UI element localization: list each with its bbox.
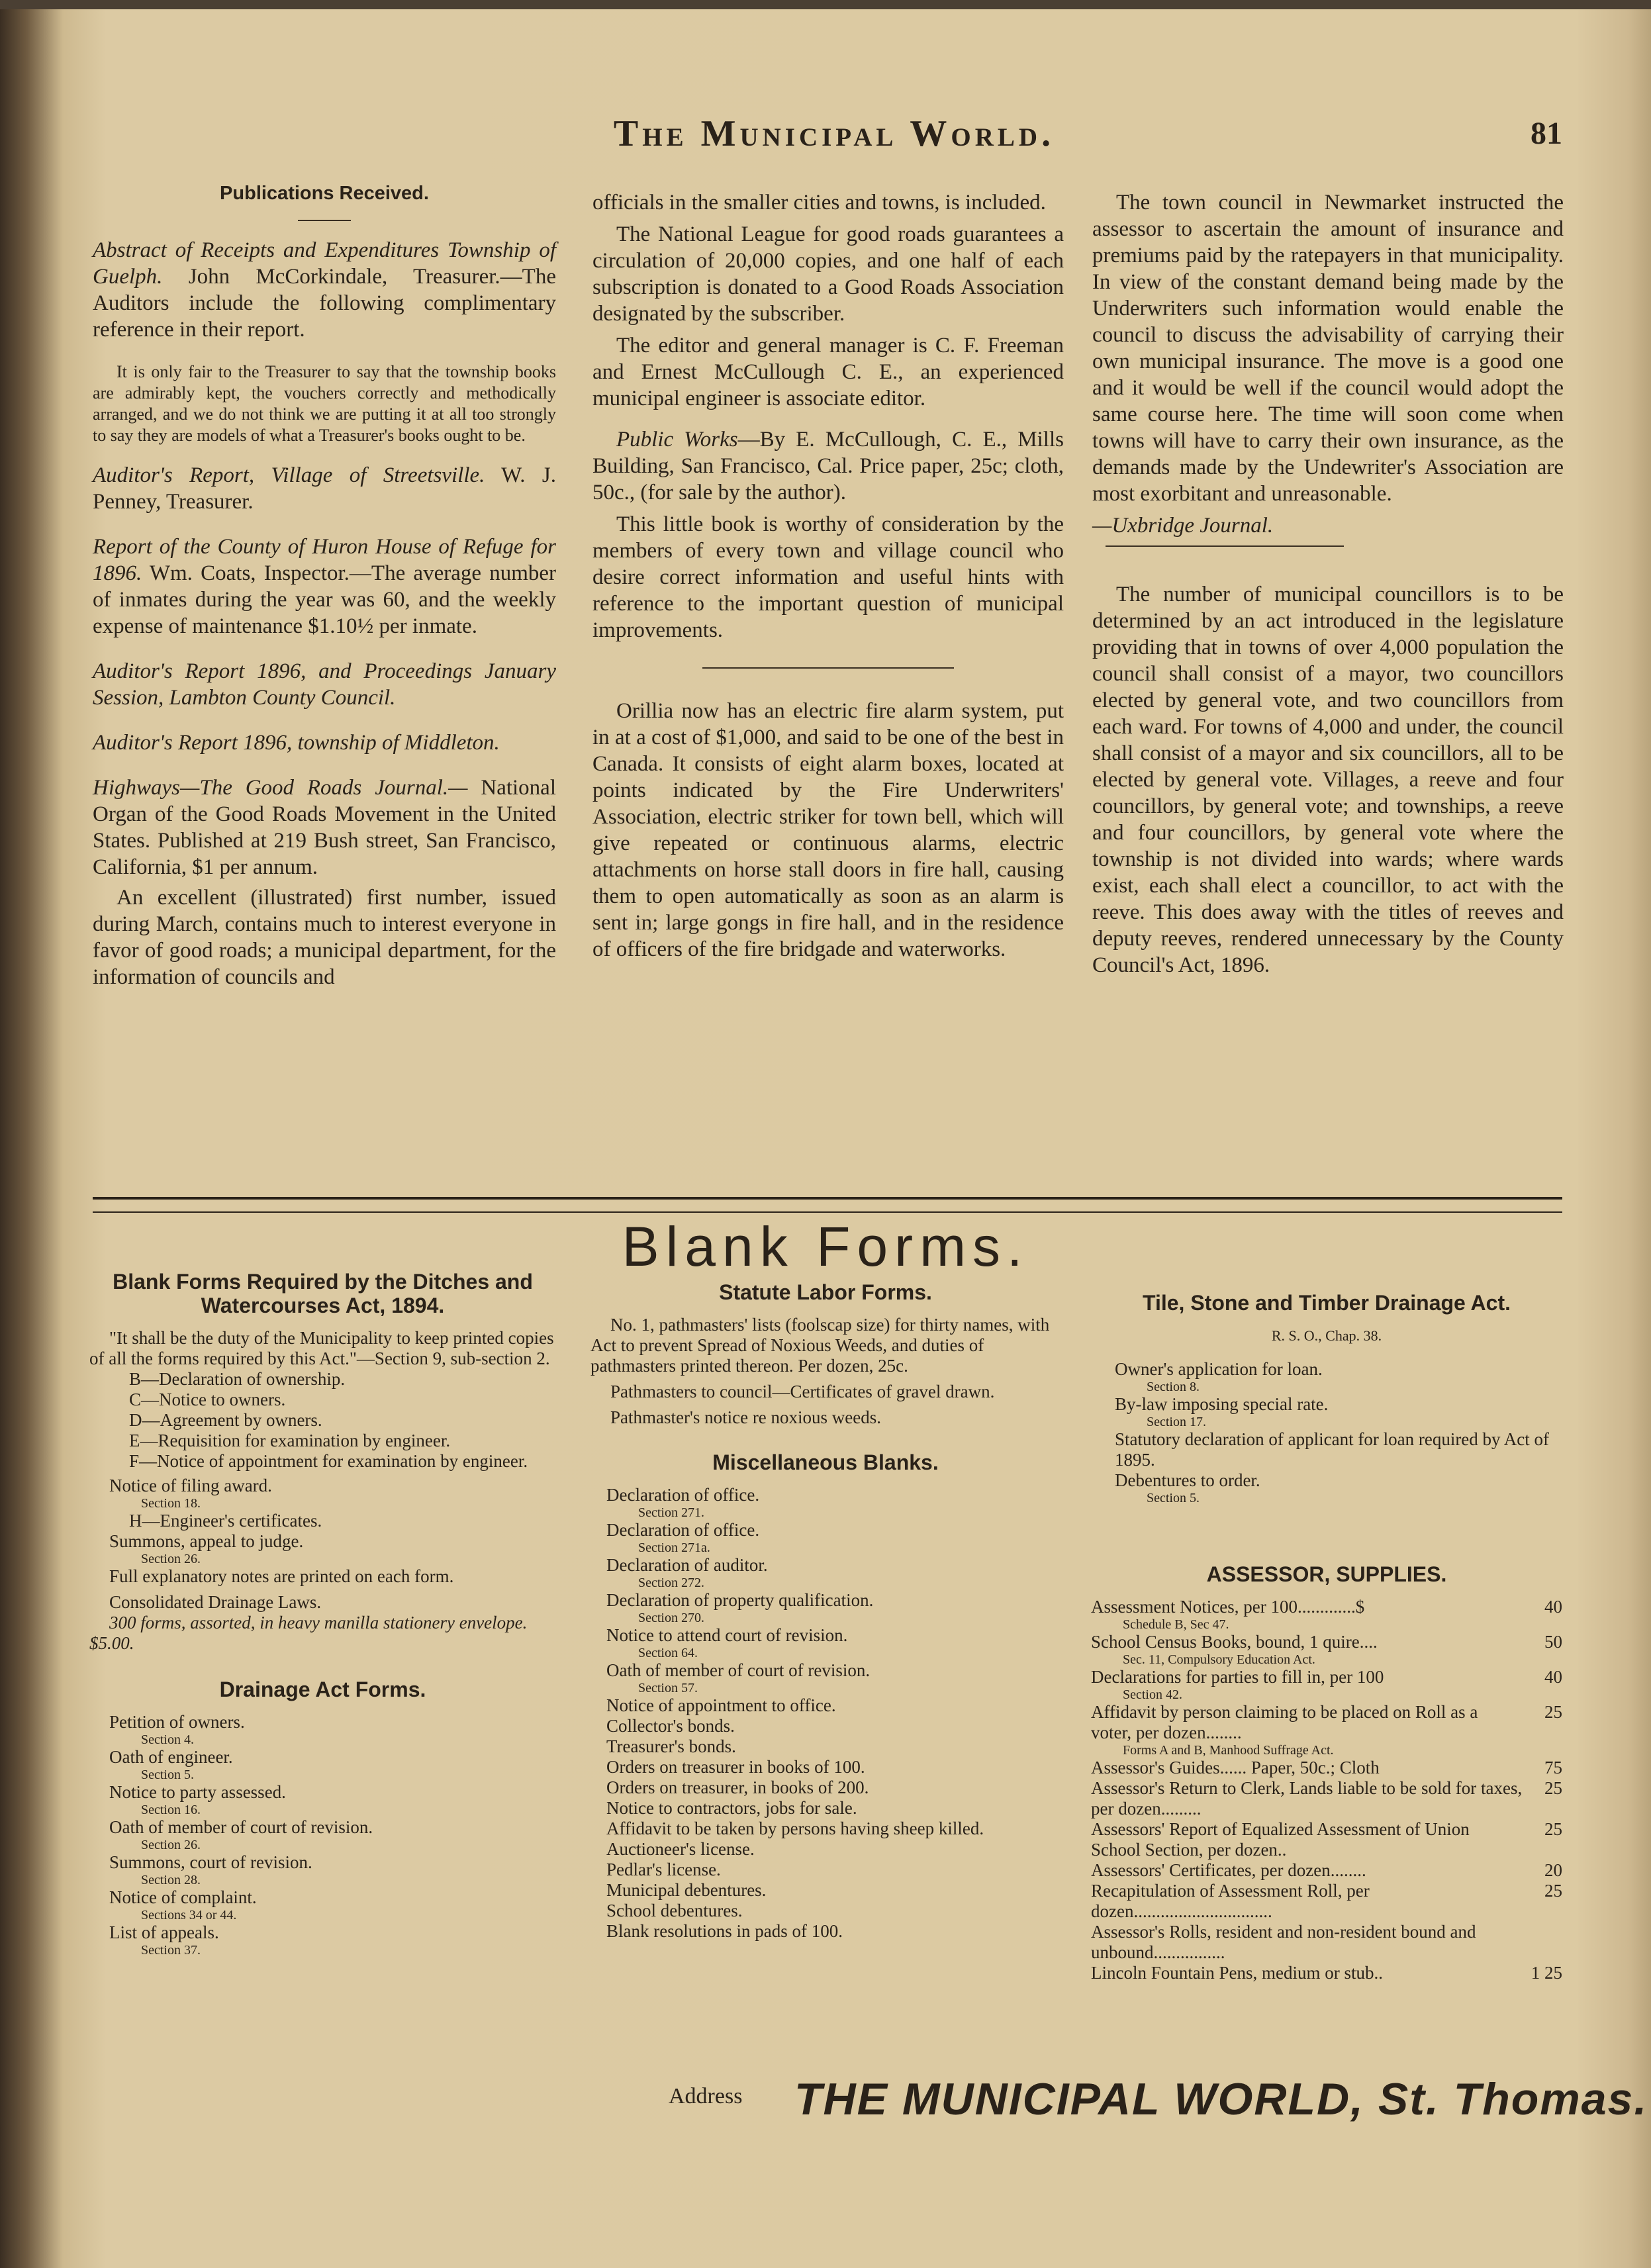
- entry-highways: Highways—The Good Roads Journal.— National Organ of the Good Roads Movement in the United States. Published at 219 Bush street, San Francisco, California, $1 per annum.: [93, 776, 556, 879]
- assessor-heading: ASSESSOR, SUPPLIES.: [1206, 1562, 1447, 1586]
- misc-blank: Notice to attend court of revision. Section 64.: [606, 1625, 848, 1660]
- assessor-item: Assessors' Certificates, per dozen........ 20: [1091, 1860, 1562, 1880]
- divider: [702, 667, 954, 669]
- misc-blank: Blank resolutions in pads of 100.: [606, 1921, 843, 1941]
- assessor-item: Assessors' Report of Equalized Assessment of Union School Section, per dozen.. 25: [1091, 1819, 1562, 1860]
- column-1: [93, 180, 556, 996]
- ditches-heading: Blank Forms Required by the Ditches and Watercourses Act, 1894.: [113, 1270, 533, 1317]
- ditches-form: E—Requisition for examination by engineer.: [129, 1431, 451, 1450]
- ditches-form: D—Agreement by owners.: [129, 1410, 322, 1430]
- assessor-item: Assessment Notices, per 100.............$ Schedule B, Sec 47. 40: [1091, 1597, 1562, 1632]
- tile-heading: Tile, Stone and Timber Drainage Act.: [1143, 1291, 1511, 1315]
- misc-blank: Notice of appointment to office.: [606, 1695, 836, 1715]
- misc-blank: Declaration of office. Section 271a.: [606, 1520, 760, 1555]
- ditches-form: B—Declaration of ownership.: [129, 1369, 346, 1389]
- statute-heading: Statute Labor Forms.: [719, 1280, 932, 1304]
- misc-blank: Oath of member of court of revision. Section 57.: [606, 1660, 871, 1695]
- statute-p1: No. 1, pathmasters' lists (foolscap size) for thirty names, with Act to prevent Spread of Noxious Weeds, and duties of pathmasters printed thereon. Per dozen, 25c.: [590, 1315, 1050, 1376]
- running-title: The Municipal World.: [613, 113, 1055, 154]
- publisher-address: [669, 2073, 1648, 2133]
- highways-more: An excellent (illustrated) first number, issued during March, contains much to interest everyone in favor of good roads; a municipal department, for the information of councils and: [93, 886, 556, 989]
- divider: [298, 220, 351, 221]
- tile-sub: R. S. O., Chap. 38.: [1271, 1327, 1382, 1344]
- book-edge: [0, 0, 1651, 9]
- column-2: [592, 189, 1064, 968]
- misc-blank: Auctioneer's license.: [606, 1839, 755, 1859]
- blank-forms-title: Blank Forms.: [622, 1215, 1029, 1278]
- section-rule: [93, 1197, 1562, 1213]
- signature: —Uxbridge Journal.: [1092, 514, 1274, 538]
- summons-appeal: Summons, appeal to judge. Section 26.: [109, 1531, 304, 1566]
- forms-column-3: [1091, 1291, 1562, 1983]
- ditches-form: F—Notice of appointment for examination by engineer.: [129, 1451, 528, 1471]
- col3-p1: The town council in Newmarket instructed the assessor to ascertain the amount of insurance and premiums paid by the ratepayers in that municipality. In view of the constant demand being made by the Underwriters such information would enable the council to discuss the advisability of carrying their own municipal insurance. The move is a good one and it would be well if the council would adopt the same course here. The time will soon come when towns will have to carry their own insurance, as the demands made by the Undewriter's Association are most exorbitant and unreasonable.: [1092, 191, 1564, 506]
- misc-blank: Declaration of property qualification. Section 270.: [606, 1590, 874, 1625]
- misc-blank: Notice to contractors, jobs for sale.: [606, 1798, 857, 1818]
- notes-line: Full explanatory notes are printed on each form.: [109, 1566, 454, 1586]
- misc-blank: Orders on treasurer in books of 100.: [606, 1757, 865, 1777]
- tile-form: Owner's application for loan. Section 8.: [1115, 1359, 1323, 1394]
- misc-blank: Collector's bonds.: [606, 1716, 735, 1736]
- assessor-item: Affidavit by person claiming to be placed on Roll as a voter, per dozen........ Forms A and B, Manhood Suffrage Act. 25: [1091, 1702, 1562, 1758]
- tile-form: By-law imposing special rate. Section 17.: [1115, 1394, 1329, 1429]
- ditches-quote: "It shall be the duty of the Municipality to keep printed copies of all the forms required by this Act."—Section 9, sub-section 2.: [89, 1328, 554, 1368]
- statute-p2: Pathmasters to council—Certificates of gravel drawn.: [610, 1382, 995, 1401]
- column-3: [1092, 189, 1564, 984]
- drainage-heading: Drainage Act Forms.: [219, 1677, 426, 1701]
- forms-column-1: [89, 1270, 556, 1958]
- entry-streetsville: Auditor's Report, Village of Streetsville. W. J. Penney, Treasurer.: [93, 463, 556, 514]
- drainage-form: Oath of member of court of revision. Section 26.: [109, 1817, 373, 1852]
- ditches-form: C—Notice to owners.: [129, 1390, 286, 1409]
- assessor-item: Assessor's Return to Clerk, Lands liable to be sold for taxes, per dozen......... 25: [1091, 1778, 1562, 1819]
- entry-lambton: Auditor's Report 1896, and Proceedings January Session, Lambton County Council.: [93, 659, 556, 710]
- misc-blank: Treasurer's bonds.: [606, 1736, 736, 1756]
- publications-heading: Publications Received.: [220, 183, 429, 204]
- entry-middleton: Auditor's Report 1896, township of Middleton.: [93, 731, 500, 755]
- assessor-item: Assessor's Rolls, resident and non-resident bound and unbound................: [1091, 1922, 1476, 1962]
- forms-column-2: [590, 1280, 1061, 1942]
- statute-p3: Pathmaster's notice re noxious weeds.: [610, 1407, 882, 1427]
- assessor-item: Declarations for parties to fill in, per 100 Section 42. 40: [1091, 1667, 1562, 1702]
- drainage-form: Summons, court of revision. Section 28.: [109, 1852, 312, 1887]
- entry-guelph: Abstract of Receipts and Expenditures Township of Guelph. John McCorkindale, Treasurer.—The Auditors include the following complimentary reference in their report.: [93, 238, 556, 342]
- drainage-form: Petition of owners. Section 4.: [109, 1712, 245, 1747]
- public-works: Public Works—By E. McCullough, C. E., Mills Building, San Francisco, Cal. Price paper, 25c; cloth, 50c., (for sale by the author).: [592, 428, 1064, 504]
- publisher-name: THE MUNICIPAL WORLD, St. Thomas.: [794, 2074, 1648, 2124]
- tile-form: Debentures to order. Section 5.: [1115, 1470, 1260, 1505]
- assessor-item: Recapitulation of Assessment Roll, per dozen............................... 25: [1091, 1881, 1562, 1921]
- laws-line: Consolidated Drainage Laws.: [109, 1592, 322, 1612]
- misc-blank: Declaration of auditor. Section 272.: [606, 1555, 768, 1590]
- misc-blank: Affidavit to be taken by persons having sheep killed.: [606, 1819, 984, 1838]
- drainage-form: Notice to party assessed. Section 16.: [109, 1782, 286, 1817]
- col2-p5: Orillia now has an electric fire alarm system, put in at a cost of $1,000, and said to be one of the best in Canada. It consists of eight alarm boxes, located at points indicated by the Fire Underwriters' Association, electric striker for town bell, which will give repeated or continuous alarms, electric attachments on horse stall doors in fire hall, causing them to open automatically as soon as an alarm is sent in; large gongs in fire hall, and in the residence of officers of the fire bridgade and waterworks.: [592, 699, 1064, 961]
- tile-form: Statutory declaration of applicant for loan required by Act of 1895.: [1115, 1429, 1550, 1470]
- col3-p2: The number of municipal councillors is to be determined by an act introduced in the legislature providing that in towns of over 4,000 population the council shall consist of a mayor, two councillors elected by general vote, and two councillors from each ward. For towns of 4,000 and under, the council shall consist of a mayor and six councillors, all to be elected by general vote. Villages, a reeve and four councillors, by general vote; and townships, a reeve and four councillors, by general vote where the township is not divided into wards; where wards exist, each shall elect a councillor, to act with the reeve. This does away with the titles of reeves and deputy reeves, rendered unnecessary by the County Council's Act, 1896.: [1092, 583, 1564, 977]
- col2-p2: The National League for good roads guarantees a circulation of 20,000 copies, and one half of each subscription is donated to a Good Roads Association designated by the subscriber.: [592, 222, 1064, 326]
- misc-blank: Declaration of office. Section 271.: [606, 1485, 760, 1520]
- guelph-quote: It is only fair to the Treasurer to say that the township books are admirably kept, the vouchers correctly and methodically arranged, and we do not think we are putting it at all too strongly to say they are models of what a Treasurer's books ought to be.: [93, 362, 556, 445]
- page-number: 81: [1531, 116, 1562, 151]
- divider: [1106, 545, 1344, 547]
- entry-huron: Report of the County of Huron House of Refuge for 1896. Wm. Coats, Inspector.—The average number of inmates during the year was 60, and the weekly expense of maintenance $1.10½ per inmate.: [93, 535, 557, 638]
- col2-p4: This little book is worthy of consideration by the members of every town and village council who desire correct information and useful hints with reference to the important question of municipal improvements.: [592, 512, 1064, 642]
- drainage-form: Oath of engineer. Section 5.: [109, 1747, 233, 1782]
- col2-p3: The editor and general manager is C. F. Freeman and Ernest McCullough C. E., an experienced municipal engineer is associate editor.: [592, 334, 1064, 410]
- address-label: Address: [669, 2084, 743, 2108]
- misc-blank: School debentures.: [606, 1901, 743, 1920]
- misc-heading: Miscellaneous Blanks.: [712, 1450, 939, 1474]
- assessor-item: Assessor's Guides...... Paper, 50c.; Cloth 75: [1091, 1758, 1562, 1777]
- col2-p1: officials in the smaller cities and towns, is included.: [592, 191, 1046, 214]
- drainage-form: List of appeals. Section 37.: [109, 1922, 219, 1958]
- running-head: [93, 113, 1576, 165]
- award-notice: Notice of filing award. Section 18.: [109, 1476, 272, 1511]
- assessor-item: Lincoln Fountain Pens, medium or stub.. 1 25: [1091, 1963, 1562, 1983]
- misc-blank: Orders on treasurer, in books of 200.: [606, 1777, 869, 1797]
- misc-blank: Pedlar's license.: [606, 1860, 721, 1879]
- drainage-form: Notice of complaint. Sections 34 or 44.: [109, 1887, 257, 1922]
- assessor-item: School Census Books, bound, 1 quire.... Sec. 11, Compulsory Education Act. 50: [1091, 1632, 1562, 1667]
- assorted-line: 300 forms, assorted, in heavy manilla stationery envelope. $5.00.: [89, 1613, 528, 1653]
- ditches-form: H—Engineer's certificates.: [129, 1511, 322, 1531]
- misc-blank: Municipal debentures.: [606, 1880, 767, 1900]
